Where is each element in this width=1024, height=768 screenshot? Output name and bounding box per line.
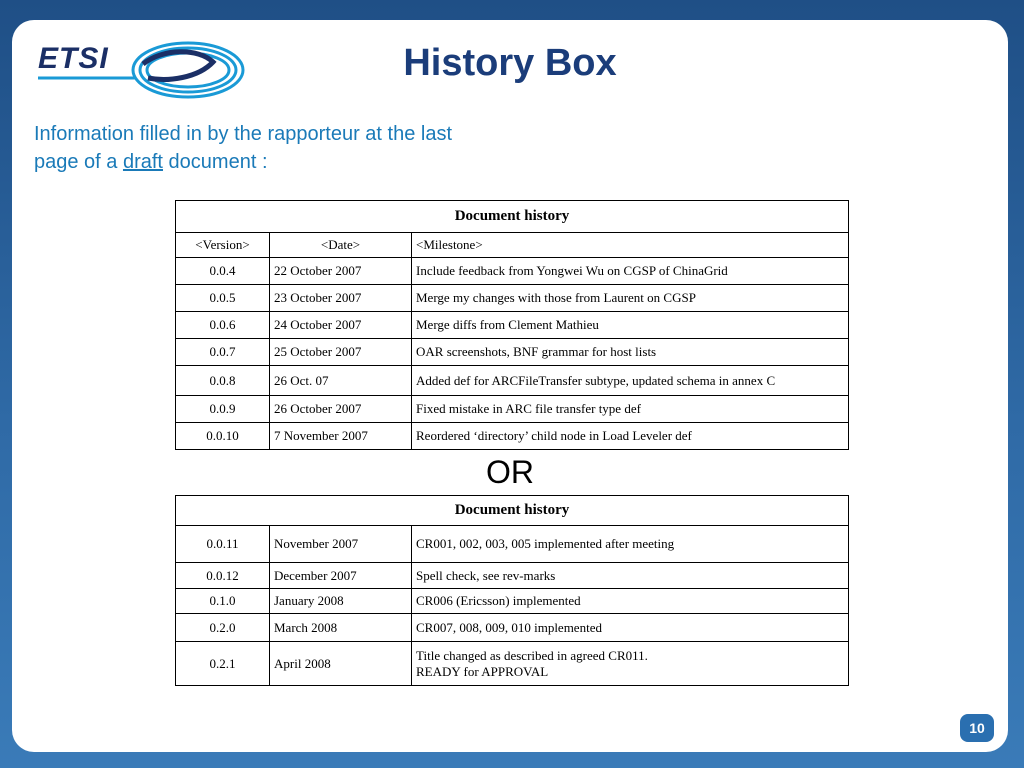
milestone-cell: Merge my changes with those from Laurent on CGSP [412,285,849,312]
milestone-cell [412,642,849,686]
table1-col-milestone: <Milestone> [412,233,849,258]
intro-line-2-prefix: page of a [34,151,123,173]
milestone-cell: CR007, 008, 009, 010 implemented [412,614,849,642]
date-cell: December 2007 [270,563,412,589]
version-cell: 0.1.0 [176,589,270,614]
milestone-cell: Spell check, see rev-marks [412,563,849,589]
table-row [176,366,849,396]
table-row [176,642,849,686]
date-cell: April 2008 [270,642,412,686]
intro-line-2-suffix: document : [163,151,268,173]
date-cell: 25 October 2007 [270,339,412,366]
version-cell: 0.0.8 [176,366,270,396]
intro-line-1: Information filled in by the rapporteur at the last [34,123,453,145]
version-cell: 0.2.0 [176,614,270,642]
table1-header: Document history [176,201,849,233]
milestone-cell: CR006 (Ericsson) implemented [412,589,849,614]
date-cell: 22 October 2007 [270,258,412,285]
date-cell: January 2008 [270,589,412,614]
version-cell: 0.0.4 [176,258,270,285]
version-cell: 0.0.6 [176,312,270,339]
table-row [176,614,849,642]
date-cell: 24 October 2007 [270,312,412,339]
milestone-cell: Include feedback from Yongwei Wu on CGSP of ChinaGrid [412,258,849,285]
date-cell: November 2007 [270,526,412,563]
version-cell: 0.0.9 [176,396,270,423]
version-cell: 0.0.7 [176,339,270,366]
table-row [176,396,849,423]
table-row [176,563,849,589]
document-history-table-2 [175,495,849,686]
date-cell: March 2008 [270,614,412,642]
or-label: OR [486,454,534,490]
document-history-table-1 [175,200,849,450]
date-cell: 7 November 2007 [270,423,412,450]
date-cell: 26 October 2007 [270,396,412,423]
milestone-cell: Added def for ARCFileTransfer subtype, updated schema in annex C [412,366,849,396]
version-cell: 0.0.5 [176,285,270,312]
table-row [176,339,849,366]
date-cell: 26 Oct. 07 [270,366,412,396]
version-cell: 0.0.11 [176,526,270,563]
table-row [176,423,849,450]
date-cell: 23 October 2007 [270,285,412,312]
table-row [176,589,849,614]
milestone-cell: Merge diffs from Clement Mathieu [412,312,849,339]
slide [12,20,1008,752]
intro-line-2 [34,148,554,176]
table-row [176,258,849,285]
milestone-cell: CR001, 002, 003, 005 implemented after meeting [412,526,849,563]
version-cell: 0.0.10 [176,423,270,450]
milestone-cell: Reordered ‘directory’ child node in Load Leveler def [412,423,849,450]
milestone-cell: Fixed mistake in ARC file transfer type def [412,396,849,423]
table-row [176,312,849,339]
milestone-line-1: Title changed as described in agreed CR011. [416,647,648,663]
draft-word: draft [122,151,163,173]
table2-header: Document history [176,496,849,526]
intro-text [34,120,554,176]
milestone-line-2: READY for APPROVAL [416,663,549,679]
table-row [176,526,849,563]
page-title: History Box [403,42,617,84]
milestone-cell: OAR screenshots, BNF grammar for host lists [412,339,849,366]
table1-col-date: <Date> [270,233,412,258]
page-number-badge: 10 [960,714,994,742]
version-cell: 0.2.1 [176,642,270,686]
table1-col-version: <Version> [176,233,270,258]
etsi-logo-text: ETSI [38,42,109,75]
table-row [176,285,849,312]
version-cell: 0.0.12 [176,563,270,589]
